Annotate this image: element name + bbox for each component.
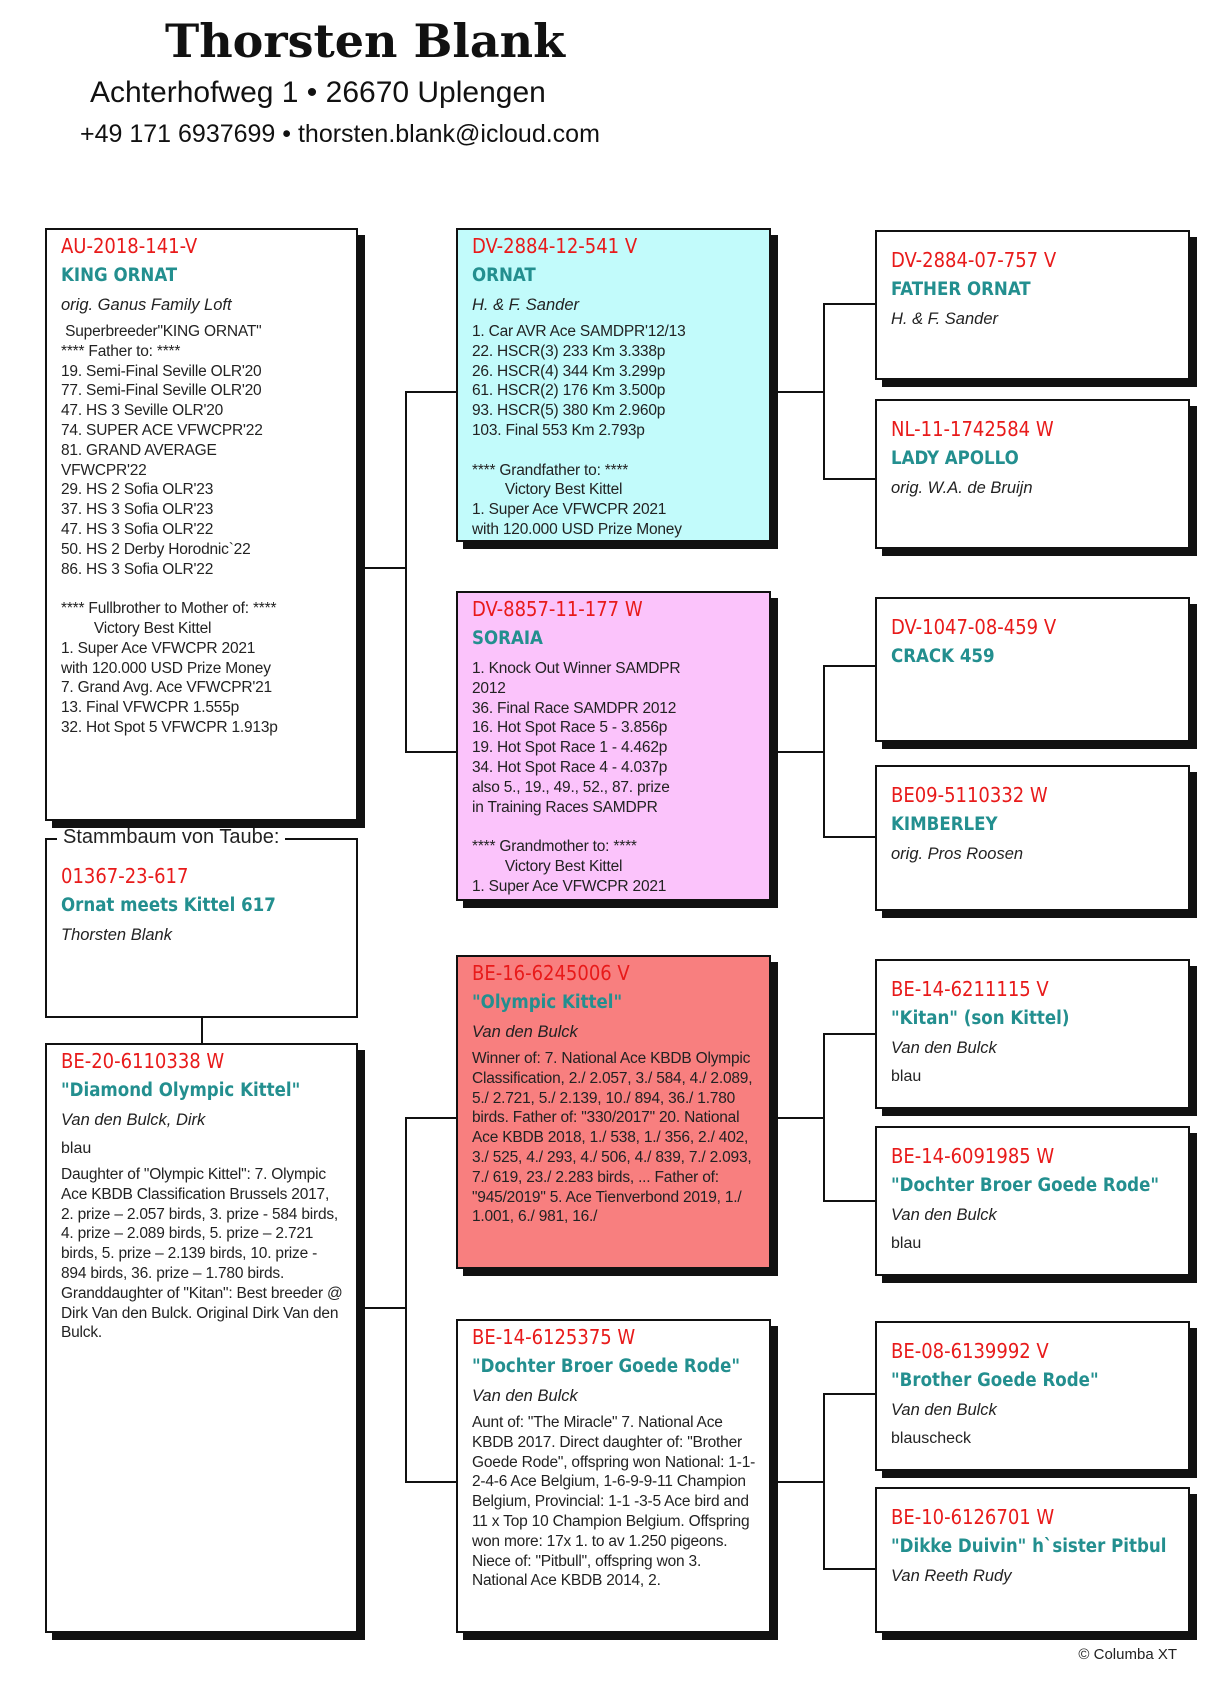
connector — [823, 1200, 875, 1202]
performance-notes: Winner of: 7. National Ace KBDB Olympic Classification, 2./ 2.057, 3./ 584, 4./ 2.089, 5./ 2.721, 5./ 2.139, 10./ 894, 36./ 1.780 birds. Father of: "330/2017" 20. National Ace KBDB 2018, 1./ 538, 1./ 356, 2./ 402, 3./ 525, 4./ 293, 4./ 506, 4./ 839, 7./ 2.093, 7./ 619, 23./ 2.283 birds, ... Father of: "945/2019" 5. Ace Tienverbond 2019, 1./ 1.001, 6./ 981, 16./ — [472, 1050, 753, 1226]
breeder-contact: +49 171 6937699 • thorsten.blank@icloud.com — [80, 120, 600, 148]
connector — [405, 391, 456, 393]
dam-dam-sire-card[interactable] — [875, 1321, 1190, 1471]
connector — [823, 1568, 875, 1570]
dam-dam-card[interactable] — [456, 1319, 771, 1633]
connector — [823, 836, 875, 838]
breeder: orig. W.A. de Bruijn — [891, 479, 1033, 497]
performance-notes: Aunt of: "The Miracle" 7. National Ace KBDB 2017. Direct daughter of: "Brother Goede Rode", offspring won National: 1-1-2-4-6 Ace Belgium, 1-6-9-9-11 Champion Belgium, Provincial: 1-1 -3-5 Ace bird and 11 x Top 10 Champion Belgium. Offspring won more: 17x 1. to av 1.250 pigeons. Niece of: "Pitbull", offspring won 3. National Ace KBDB 2014, 2. — [472, 1414, 756, 1590]
connector — [823, 1393, 875, 1395]
ring-number: DV-8857-11-177 W — [472, 597, 643, 621]
dam-sire-sire-card[interactable] — [875, 959, 1190, 1109]
connector — [823, 1033, 825, 1201]
connector — [405, 1117, 456, 1119]
connector — [823, 1033, 875, 1035]
connector — [357, 1307, 406, 1309]
color: blau — [61, 1140, 92, 1157]
ring-number: BE-14-6125375 W — [472, 1325, 636, 1349]
sire-sire-dam-card[interactable] — [875, 399, 1190, 549]
ring-number: BE-14-6091985 W — [891, 1144, 1055, 1168]
pigeon-name: CRACK 459 — [891, 646, 995, 667]
breeder: orig. Pros Roosen — [891, 845, 1024, 863]
color: blau — [891, 1068, 922, 1085]
ring-number: BE-10-6126701 W — [891, 1505, 1055, 1529]
ring-number: NL-11-1742584 W — [891, 417, 1054, 441]
pigeon-name: "Brother Goede Rode" — [891, 1370, 1099, 1391]
connector — [823, 665, 875, 667]
connector — [771, 391, 824, 393]
sire-card[interactable] — [45, 228, 358, 821]
pigeon-name: "Olympic Kittel" — [472, 992, 623, 1013]
breeder: H. & F. Sander — [472, 296, 580, 314]
ring-number: BE-08-6139992 V — [891, 1339, 1049, 1363]
dam-sire-card[interactable] — [456, 955, 771, 1269]
performance-notes: Superbreeder"KING ORNAT" **** Father to: **** 19. Semi-Final Seville OLR'20 77. Semi-Final Seville OLR'20 47. HS 3 Seville OLR'20 74. SUPER ACE VFWCPR'22 81. GRAND AVERAGE VFWCPR'22 29. HS 2 Sofia OLR'23 37. HS 3 Sofia OLR'23 47. HS 3 Sofia OLR'22 50. HS 2 Derby Horodnic`22 86. HS 3 Sofia OLR'22 **** Fullbrother to Mother of: **** Victory Best Kittel 1. Super Ace VFWCPR 2021 with 120.000 USD Prize Money 7. Grand Avg. Ace VFWCPR'21 13. Final VFWCPR 1.555p 32. Hot Spot 5 VFWCPR 1.913p — [61, 323, 278, 736]
pigeon-name: "Dikke Duivin" h`sister Pitbul — [891, 1536, 1167, 1557]
breeder: Van den Bulck, Dirk — [61, 1111, 206, 1129]
pigeon-name: Ornat meets Kittel 617 — [61, 895, 276, 916]
sire-sire-sire-card[interactable] — [875, 230, 1190, 380]
breeder: Thorsten Blank — [61, 926, 172, 944]
pigeon-name: "Dochter Broer Goede Rode" — [891, 1175, 1160, 1196]
pigeon-name: "Diamond Olympic Kittel" — [61, 1080, 301, 1101]
pigeon-name: KIMBERLEY — [891, 814, 998, 835]
ring-number: DV-2884-07-757 V — [891, 248, 1057, 272]
connector — [201, 1017, 203, 1044]
pigeon-name: "Kitan" (son Kittel) — [891, 1008, 1070, 1029]
pigeon-name: ORNAT — [472, 265, 536, 286]
copyright: © Columba XT — [1078, 1646, 1177, 1663]
ring-number: DV-2884-12-541 V — [472, 234, 638, 258]
pigeon-name: KING ORNAT — [61, 265, 178, 286]
performance-notes: 1. Knock Out Winner SAMDPR 2012 36. Final Race SAMDPR 2012 16. Hot Spot Race 5 - 3.856p 19. Hot Spot Race 1 - 4.462p 34. Hot Spot Race 4 - 4.037p also 5., 19., 49., 52., 87. prize in Training Races SAMDPR **** Grandmother to: **** Victory Best Kittel 1. Super Ace VFWCPR 2021 — [472, 660, 681, 895]
connector — [823, 478, 875, 480]
breeder: orig. Ganus Family Loft — [61, 296, 232, 314]
connector — [823, 665, 825, 837]
pigeon-name: SORAIA — [472, 628, 543, 649]
dam-dam-dam-card[interactable] — [875, 1487, 1190, 1633]
ring-number: DV-1047-08-459 V — [891, 615, 1057, 639]
breeder: Van den Bulck — [472, 1387, 578, 1405]
breeder: H. & F. Sander — [891, 310, 999, 328]
sire-dam-sire-card[interactable] — [875, 597, 1190, 742]
connector — [823, 1393, 825, 1569]
ring-number: BE09-5110332 W — [891, 783, 1048, 807]
connector — [823, 303, 875, 305]
connector — [771, 1481, 824, 1483]
breeder-name: Thorsten Blank — [165, 14, 565, 68]
dam-card[interactable] — [45, 1043, 358, 1633]
connector — [405, 391, 407, 752]
pigeon-name: FATHER ORNAT — [891, 279, 1031, 300]
connector — [405, 1117, 407, 1482]
connector — [357, 567, 406, 569]
ring-number: AU-2018-141-V — [61, 234, 198, 258]
breeder: Van den Bulck — [891, 1039, 997, 1057]
sire-dam-card[interactable] — [456, 591, 771, 901]
ring-number: BE-20-6110338 W — [61, 1049, 225, 1073]
ring-number: BE-14-6211115 V — [891, 977, 1049, 1001]
ring-number: BE-16-6245006 V — [472, 961, 630, 985]
sire-sire-card[interactable] — [456, 228, 771, 542]
sire-dam-dam-card[interactable] — [875, 765, 1190, 911]
connector — [405, 751, 456, 753]
dam-sire-dam-card[interactable] — [875, 1126, 1190, 1276]
performance-notes: Daughter of "Olympic Kittel": 7. Olympic Ace KBDB Classification Brussels 2017, 2. prize – 2.057 birds, 3. prize - 584 birds, 4. prize – 2.089 birds, 5. prize – 2.721 birds, 5. prize – 2.139 birds, 10. prize - 894 birds, 36. prize – 1.780 birds. Granddaughter of "Kitan": Best breeder @ Dirk Van den Bulck. Original Dirk Van den Bulck. — [61, 1166, 343, 1342]
breeder: Van den Bulck — [891, 1401, 997, 1419]
breeder: Van den Bulck — [472, 1023, 578, 1041]
connector — [405, 1481, 456, 1483]
subject-pigeon-card[interactable] — [45, 838, 358, 1018]
color: blauscheck — [891, 1430, 972, 1447]
breeder: Van Reeth Rudy — [891, 1567, 1012, 1585]
breeder-address: Achterhofweg 1 • 26670 Uplengen — [90, 76, 546, 109]
connector — [771, 1117, 824, 1119]
pigeon-name: "Dochter Broer Goede Rode" — [472, 1356, 741, 1377]
breeder: Van den Bulck — [891, 1206, 997, 1224]
performance-notes: 1. Car AVR Ace SAMDPR'12/13 22. HSCR(3) 233 Km 3.338p 26. HSCR(4) 344 Km 3.299p 61. HSCR(2) 176 Km 3.500p 93. HSCR(5) 380 Km 2.960p 103. Final 553 Km 2.793p **** Grandfather to: **** Victory Best Kittel 1. Super Ace VFWCPR 2021 with 120.000 USD Prize Money — [472, 323, 686, 538]
color: blau — [891, 1235, 922, 1252]
connector — [823, 303, 825, 479]
pigeon-name: LADY APOLLO — [891, 448, 1019, 469]
pedigree-label: Stammbaum von Taube: — [57, 826, 285, 849]
connector — [771, 751, 824, 753]
ring-number: 01367-23-617 — [61, 864, 189, 888]
